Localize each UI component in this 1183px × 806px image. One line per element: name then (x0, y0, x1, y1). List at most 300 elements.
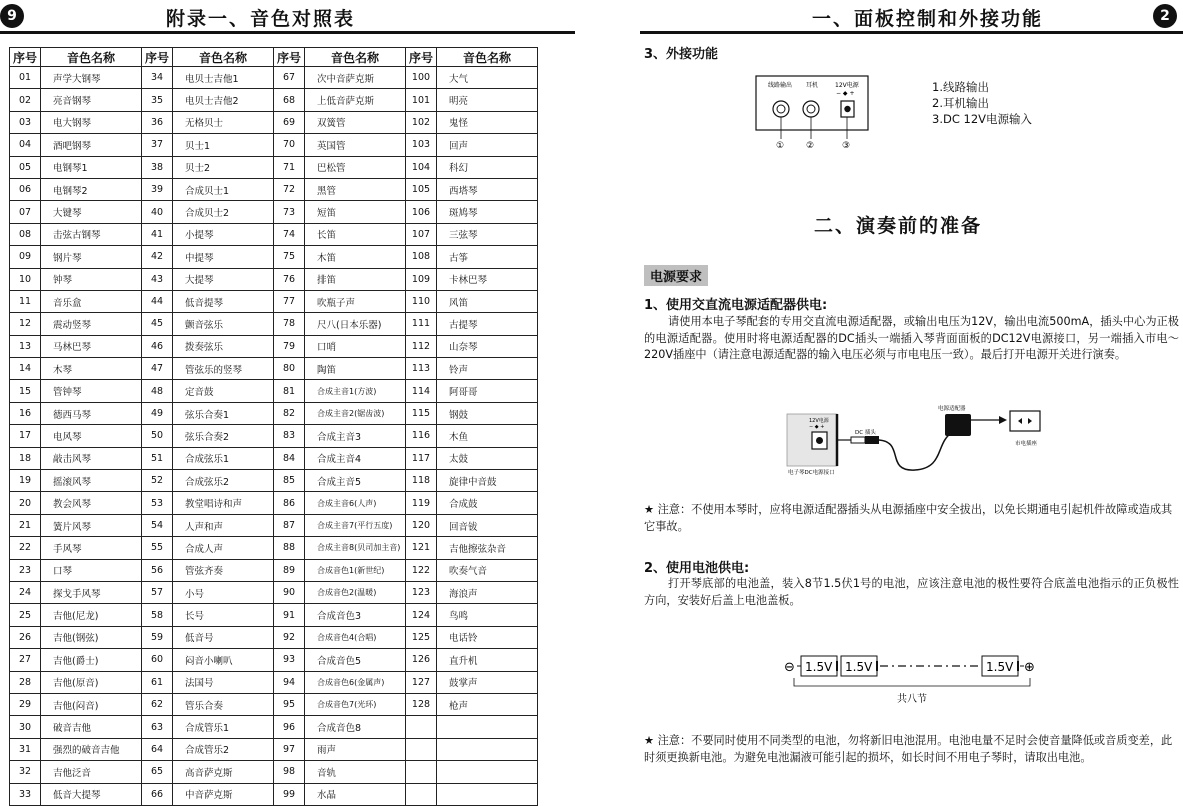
timbre-name: 水晶 (305, 783, 406, 805)
timbre-number: 66 (142, 783, 173, 805)
timbre-number: 34 (142, 67, 173, 89)
timbre-number: 74 (274, 223, 305, 245)
timbre-name: 吉他擦弦杂音 (437, 537, 538, 559)
adapter-cable-icon (879, 432, 953, 470)
timbre-name: 合成主音7(平行五度) (305, 514, 406, 536)
power-requirements-tag: 电源要求 (644, 265, 708, 286)
timbre-number: 83 (274, 425, 305, 447)
dc-plug-body-icon (865, 436, 879, 444)
timbre-name: 手风琴 (41, 537, 142, 559)
table-row (10, 290, 538, 312)
header-rule (640, 31, 1183, 34)
dc-polarity-label: − ◆ + (836, 90, 855, 97)
timbre-number (406, 716, 437, 738)
timbre-name: 钟琴 (41, 268, 142, 290)
battery-total-label: 共八节 (897, 694, 927, 705)
timbre-number: 13 (10, 335, 41, 357)
timbre-name: 管钟琴 (41, 380, 142, 402)
timbre-number: 92 (274, 626, 305, 648)
col-header-no: 序号 (406, 48, 437, 67)
page-number-badge: 9 (0, 4, 24, 28)
timbre-name: 合成主音1(方波) (305, 380, 406, 402)
timbre-number: 52 (142, 470, 173, 492)
timbre-name: 合成人声 (173, 537, 274, 559)
timbre-name: 长笛 (305, 223, 406, 245)
timbre-name: 合成主音3 (305, 425, 406, 447)
timbre-number: 82 (274, 402, 305, 424)
adapter-polarity-label: − ◆ + (809, 424, 825, 430)
timbre-number: 88 (274, 537, 305, 559)
timbre-name: 雨声 (305, 738, 406, 760)
timbre-name (437, 738, 538, 760)
timbre-name: 直升机 (437, 649, 538, 671)
timbre-name: 卡林巴琴 (437, 268, 538, 290)
timbre-number: 09 (10, 246, 41, 268)
arrow-right-icon (999, 416, 1007, 424)
timbre-number: 43 (142, 268, 173, 290)
timbre-name: 口琴 (41, 559, 142, 581)
dc-jack-pin-icon (844, 106, 850, 112)
timbre-number: 60 (142, 649, 173, 671)
timbre-number: 86 (274, 492, 305, 514)
timbre-number: 100 (406, 67, 437, 89)
timbre-name: 马林巴琴 (41, 335, 142, 357)
timbre-name: 闷音小喇叭 (173, 649, 274, 671)
timbre-name: 强烈的破音吉他 (41, 738, 142, 760)
table-row (10, 492, 538, 514)
timbre-number: 18 (10, 447, 41, 469)
timbre-name: 低音提琴 (173, 290, 274, 312)
timbre-number: 85 (274, 470, 305, 492)
timbre-name: 大气 (437, 67, 538, 89)
timbre-number (406, 761, 437, 783)
keyboard-jack-label: 电子琴DC电源接口 (788, 470, 835, 476)
timbre-table (9, 47, 538, 806)
table-row (10, 581, 538, 603)
timbre-number: 35 (142, 89, 173, 111)
timbre-name: 大键琴 (41, 201, 142, 223)
timbre-number: 20 (10, 492, 41, 514)
timbre-name: 震动竖琴 (41, 313, 142, 335)
preparation-heading: 二、演奏前的准备 (814, 215, 983, 237)
table-row (10, 335, 538, 357)
timbre-name: 吉他(原音) (41, 671, 142, 693)
timbre-name: 合成弦乐2 (173, 470, 274, 492)
timbre-number: 46 (142, 335, 173, 357)
timbre-name: 法国号 (173, 671, 274, 693)
timbre-name: 口哨 (305, 335, 406, 357)
port-legend (932, 79, 1032, 127)
timbre-number: 114 (406, 380, 437, 402)
timbre-name: 音轨 (305, 761, 406, 783)
page-number-badge: 2 (1153, 4, 1177, 28)
timbre-name: 古筝 (437, 246, 538, 268)
wall-socket-label: 市电插座 (1015, 441, 1038, 447)
timbre-name: 木琴 (41, 358, 142, 380)
timbre-number: 08 (10, 223, 41, 245)
timbre-name: 长号 (173, 604, 274, 626)
timbre-name: 酒吧钢琴 (41, 134, 142, 156)
dc-plug-label: DC 插头 (855, 430, 876, 436)
timbre-number: 21 (10, 514, 41, 536)
timbre-name: 人声和声 (173, 514, 274, 536)
timbre-name: 亮音钢琴 (41, 89, 142, 111)
right-page (600, 0, 1183, 781)
timbre-name: 中提琴 (173, 246, 274, 268)
table-row (10, 178, 538, 200)
timbre-name: 合成音色7(光环) (305, 693, 406, 715)
timbre-name: 破音吉他 (41, 716, 142, 738)
timbre-name: 鼓掌声 (437, 671, 538, 693)
table-row (10, 313, 538, 335)
timbre-name: 管乐合奏 (173, 693, 274, 715)
timbre-number: 93 (274, 649, 305, 671)
timbre-number: 113 (406, 358, 437, 380)
timbre-number: 96 (274, 716, 305, 738)
timbre-name: 电风琴 (41, 425, 142, 447)
timbre-number: 107 (406, 223, 437, 245)
timbre-number: 06 (10, 178, 41, 200)
timbre-number: 17 (10, 425, 41, 447)
marker-1: ① (776, 141, 785, 151)
timbre-number: 108 (406, 246, 437, 268)
timbre-number: 103 (406, 134, 437, 156)
timbre-number: 44 (142, 290, 173, 312)
timbre-name: 斑鸠琴 (437, 201, 538, 223)
timbre-number: 106 (406, 201, 437, 223)
timbre-number: 19 (10, 470, 41, 492)
timbre-number: 25 (10, 604, 41, 626)
timbre-name: 小提琴 (173, 223, 274, 245)
timbre-number: 30 (10, 716, 41, 738)
col-header-name: 音色名称 (41, 48, 142, 67)
timbre-number: 75 (274, 246, 305, 268)
table-row (10, 156, 538, 178)
timbre-name: 定音鼓 (173, 380, 274, 402)
timbre-name: 铃声 (437, 358, 538, 380)
table-row (10, 761, 538, 783)
timbre-number: 67 (274, 67, 305, 89)
timbre-name: 电话铃 (437, 626, 538, 648)
timbre-number: 91 (274, 604, 305, 626)
timbre-number: 126 (406, 649, 437, 671)
timbre-number: 05 (10, 156, 41, 178)
table-row (10, 223, 538, 245)
timbre-name: 古提琴 (437, 313, 538, 335)
timbre-name: 科幻 (437, 156, 538, 178)
timbre-name: 钢鼓 (437, 402, 538, 424)
timbre-number: 109 (406, 268, 437, 290)
timbre-number: 11 (10, 290, 41, 312)
timbre-number: 38 (142, 156, 173, 178)
timbre-number: 54 (142, 514, 173, 536)
timbre-name: 合成主音4 (305, 447, 406, 469)
timbre-name: 排笛 (305, 268, 406, 290)
timbre-number: 119 (406, 492, 437, 514)
col-header-name: 音色名称 (437, 48, 538, 67)
dc-plug-icon (851, 437, 865, 443)
timbre-name (437, 761, 538, 783)
timbre-number: 24 (10, 581, 41, 603)
timbre-name: 合成管乐1 (173, 716, 274, 738)
timbre-number: 23 (10, 559, 41, 581)
timbre-number: 73 (274, 201, 305, 223)
battery-cell-label: 1.5V (805, 660, 833, 674)
table-row (10, 380, 538, 402)
battery-note: ★ 注意：不要同时使用不同类型的电池，勿将新旧电池混用。电池电量不足时会使音量降低或音质变差，此时须更换新电池。为避免电池漏液可能引起的损坏，如长时间不用电子琴时，请取出电池。 (644, 734, 1173, 764)
timbre-number: 97 (274, 738, 305, 760)
timbre-number: 115 (406, 402, 437, 424)
timbre-name: 拨奏弦乐 (173, 335, 274, 357)
timbre-number: 90 (274, 581, 305, 603)
timbre-number: 123 (406, 581, 437, 603)
timbre-name: 次中音萨克斯 (305, 67, 406, 89)
timbre-name: 合成弦乐1 (173, 447, 274, 469)
battery-plus-icon: ⊕ (1024, 660, 1035, 675)
timbre-name: 音乐盒 (41, 290, 142, 312)
adapter-12v-label: 12V电源 (809, 418, 829, 424)
table-row (10, 268, 538, 290)
timbre-name: 黑管 (305, 178, 406, 200)
table-row (10, 134, 538, 156)
table-row (10, 201, 538, 223)
timbre-number: 07 (10, 201, 41, 223)
line-out-jack-inner-icon (777, 105, 785, 113)
line-out-jack-icon (773, 101, 789, 117)
timbre-number: 63 (142, 716, 173, 738)
battery-text: 打开琴底部的电池盖，装入8节1.5伏1号的电池，应该注意电池的极性要符合底盖电池指示的正负极性方向，安装好后盖上电池盖板。 (644, 577, 1179, 607)
page-title: 一、面板控制和外接功能 (812, 8, 1044, 30)
timbre-name: 德西马琴 (41, 402, 142, 424)
timbre-name: 吉他泛音 (41, 761, 142, 783)
timbre-name: 西塔琴 (437, 178, 538, 200)
timbre-number: 62 (142, 693, 173, 715)
timbre-name: 明亮 (437, 89, 538, 111)
page-title: 附录一、音色对照表 (166, 8, 356, 30)
col-header-name: 音色名称 (305, 48, 406, 67)
timbre-name: 合成鼓 (437, 492, 538, 514)
timbre-number: 29 (10, 693, 41, 715)
timbre-name: 电贝士吉他2 (173, 89, 274, 111)
timbre-name: 鸟鸣 (437, 604, 538, 626)
timbre-number: 68 (274, 89, 305, 111)
timbre-name: 合成管乐2 (173, 738, 274, 760)
battery-diagram (780, 648, 1060, 710)
timbre-name: 管弦乐的竖琴 (173, 358, 274, 380)
timbre-name: 弦乐合奏1 (173, 402, 274, 424)
timbre-number: 125 (406, 626, 437, 648)
left-page-header (0, 0, 575, 36)
timbre-number: 128 (406, 693, 437, 715)
col-header-name: 音色名称 (173, 48, 274, 67)
table-row (10, 111, 538, 133)
timbre-name: 枪声 (437, 693, 538, 715)
timbre-number: 26 (10, 626, 41, 648)
table-row (10, 604, 538, 626)
timbre-number: 40 (142, 201, 173, 223)
timbre-name: 管弦齐奏 (173, 559, 274, 581)
timbre-name: 海浪声 (437, 581, 538, 603)
dc-socket-pin-icon (816, 437, 823, 444)
wall-socket-icon (1010, 411, 1040, 431)
timbre-number (406, 783, 437, 805)
timbre-number: 111 (406, 313, 437, 335)
battery-minus-icon: ⊖ (784, 660, 795, 675)
timbre-name: 高音萨克斯 (173, 761, 274, 783)
timbre-number: 105 (406, 178, 437, 200)
col-header-no: 序号 (274, 48, 305, 67)
timbre-number: 45 (142, 313, 173, 335)
timbre-number: 99 (274, 783, 305, 805)
timbre-name: 探戈手风琴 (41, 581, 142, 603)
table-row (10, 716, 538, 738)
timbre-name: 敲击风琴 (41, 447, 142, 469)
timbre-number: 118 (406, 470, 437, 492)
timbre-name: 摇滚风琴 (41, 470, 142, 492)
timbre-name: 低音大提琴 (41, 783, 142, 805)
timbre-name: 合成音色1(新世纪) (305, 559, 406, 581)
timbre-number: 51 (142, 447, 173, 469)
timbre-name: 合成音色3 (305, 604, 406, 626)
timbre-number: 121 (406, 537, 437, 559)
timbre-number: 12 (10, 313, 41, 335)
timbre-name: 小号 (173, 581, 274, 603)
timbre-name: 中音萨克斯 (173, 783, 274, 805)
timbre-name: 大提琴 (173, 268, 274, 290)
timbre-number: 49 (142, 402, 173, 424)
timbre-name: 上低音萨克斯 (305, 89, 406, 111)
table-row (10, 693, 538, 715)
timbre-name: 吉他(尼龙) (41, 604, 142, 626)
timbre-number: 31 (10, 738, 41, 760)
table-row (10, 67, 538, 89)
timbre-number: 03 (10, 111, 41, 133)
timbre-name: 合成音色2(温暖) (305, 581, 406, 603)
table-row (10, 402, 538, 424)
external-functions-heading: 3、外接功能 (644, 47, 719, 62)
timbre-name: 教会风琴 (41, 492, 142, 514)
timbre-number: 94 (274, 671, 305, 693)
timbre-name: 英国管 (305, 134, 406, 156)
timbre-name: 木笛 (305, 246, 406, 268)
table-header-row (10, 48, 538, 67)
timbre-name: 吉他(钢弦) (41, 626, 142, 648)
timbre-name: 合成音色6(金属声) (305, 671, 406, 693)
timbre-name: 短笛 (305, 201, 406, 223)
table-row (10, 89, 538, 111)
timbre-number: 50 (142, 425, 173, 447)
col-header-no: 序号 (142, 48, 173, 67)
table-row (10, 671, 538, 693)
timbre-number: 127 (406, 671, 437, 693)
timbre-number: 47 (142, 358, 173, 380)
timbre-name: 弦乐合奏2 (173, 425, 274, 447)
timbre-name: 陶笛 (305, 358, 406, 380)
timbre-name: 合成贝士2 (173, 201, 274, 223)
timbre-name: 风笛 (437, 290, 538, 312)
timbre-number: 102 (406, 111, 437, 133)
timbre-number: 65 (142, 761, 173, 783)
power-adapter-icon (945, 414, 971, 436)
timbre-number: 10 (10, 268, 41, 290)
timbre-name: 低音号 (173, 626, 274, 648)
timbre-number: 69 (274, 111, 305, 133)
timbre-number: 61 (142, 671, 173, 693)
timbre-number: 120 (406, 514, 437, 536)
table-row (10, 246, 538, 268)
timbre-number: 77 (274, 290, 305, 312)
timbre-number: 42 (142, 246, 173, 268)
timbre-number: 80 (274, 358, 305, 380)
timbre-number: 101 (406, 89, 437, 111)
timbre-number: 28 (10, 671, 41, 693)
adapter-diagram (785, 402, 1055, 480)
timbre-number: 01 (10, 67, 41, 89)
timbre-number: 16 (10, 402, 41, 424)
timbre-name: 三弦琴 (437, 223, 538, 245)
timbre-number: 104 (406, 156, 437, 178)
battery-bracket (794, 678, 1030, 686)
timbre-number: 48 (142, 380, 173, 402)
line-out-label: 线路输出 (768, 82, 793, 89)
timbre-number: 89 (274, 559, 305, 581)
timbre-number: 53 (142, 492, 173, 514)
timbre-number: 117 (406, 447, 437, 469)
timbre-name: 电钢琴1 (41, 156, 142, 178)
timbre-number: 33 (10, 783, 41, 805)
timbre-number: 81 (274, 380, 305, 402)
timbre-name: 回声 (437, 134, 538, 156)
timbre-name: 合成音色5 (305, 649, 406, 671)
timbre-name (437, 716, 538, 738)
timbre-name: 电贝士吉他1 (173, 67, 274, 89)
timbre-name: 合成贝士1 (173, 178, 274, 200)
timbre-name: 回音钹 (437, 514, 538, 536)
left-page (0, 0, 575, 802)
timbre-name: 合成主音8(贝司加主音) (305, 537, 406, 559)
timbre-name: 旋律中音鼓 (437, 470, 538, 492)
timbre-number: 87 (274, 514, 305, 536)
timbre-name: 教堂唱诗和声 (173, 492, 274, 514)
ac-adapter-heading: 1、使用交直流电源适配器供电: (644, 298, 828, 313)
right-page-header (600, 0, 1183, 36)
timbre-name: 鬼怪 (437, 111, 538, 133)
port-legend-item: 1.线路输出 (932, 80, 989, 94)
timbre-number: 71 (274, 156, 305, 178)
table-row (10, 649, 538, 671)
timbre-name: 木鱼 (437, 425, 538, 447)
timbre-number: 95 (274, 693, 305, 715)
ac-adapter-text: 请使用本电子琴配套的专用交直流电源适配器，或输出电压为12V，输出电流500mA，插头中心为正极的电源适配器。使用时将电源适配器的DC插头一端插入琴背面面板的DC12V电源接口，另一端插入市电～220V插座中（请注意电源适配器的输入电压必须与市电电压一致）。最后打开电源开关进行演奏。 (644, 315, 1179, 361)
timbre-name: 电钢琴2 (41, 178, 142, 200)
timbre-number: 84 (274, 447, 305, 469)
timbre-number: 98 (274, 761, 305, 783)
timbre-name: 吹瓶子声 (305, 290, 406, 312)
timbre-name: 山奈琴 (437, 335, 538, 357)
dc-label: 12V电源 (835, 82, 859, 89)
timbre-number: 116 (406, 425, 437, 447)
port-legend-item: 2.耳机输出 (932, 96, 989, 110)
timbre-number: 70 (274, 134, 305, 156)
table-row (10, 425, 538, 447)
timbre-name: 击弦古钢琴 (41, 223, 142, 245)
timbre-number (406, 738, 437, 760)
timbre-number: 39 (142, 178, 173, 200)
timbre-name: 尺八(日本乐器) (305, 313, 406, 335)
timbre-number: 122 (406, 559, 437, 581)
timbre-number: 57 (142, 581, 173, 603)
battery-cell-label: 1.5V (845, 660, 873, 674)
